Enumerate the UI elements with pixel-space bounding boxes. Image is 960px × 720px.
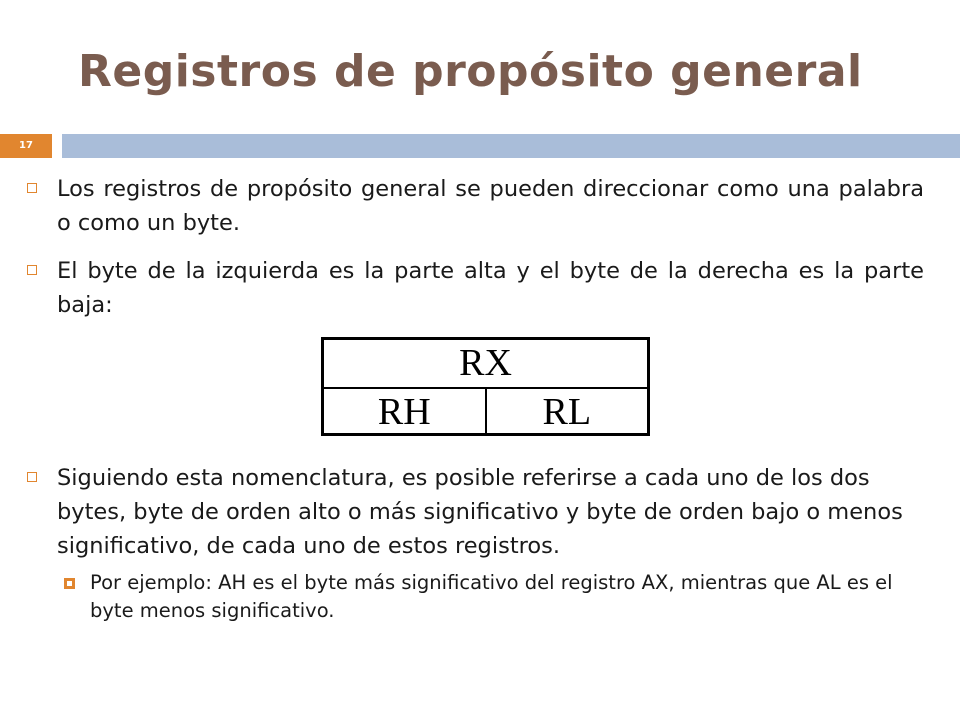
bullet-item: [24, 254, 924, 322]
filled-square-bullet-icon: [64, 578, 75, 589]
square-bullet-icon: [27, 472, 37, 482]
square-bullet-icon: [27, 183, 37, 193]
square-bullet-icon: [27, 265, 37, 275]
header-bar: [62, 134, 960, 158]
register-full-label: RX: [324, 340, 647, 389]
slide-number: 17: [0, 134, 52, 158]
slide-content-lower: [24, 461, 914, 625]
register-bytes-row: [324, 389, 647, 434]
register-high-byte-label: RH: [324, 389, 487, 434]
bullet-item: [24, 172, 924, 240]
bullet-item: [24, 461, 914, 563]
register-low-byte-label: RL: [542, 391, 592, 433]
slide-content: [24, 172, 924, 322]
slide-title: Registros de propósito general: [78, 46, 863, 97]
bullet-text: El byte de la izquierda es la parte alta y el byte de la derecha es la parte baja:: [57, 258, 924, 318]
bullet-text: Siguiendo esta nomenclatura, es posible referirse a cada uno de los dos bytes, byte de orden alto o más significativo y byte de orden bajo o menos significativo, de cada uno de estos registros.: [57, 465, 903, 559]
bullet-text: Los registros de propósito general se pueden direccionar como una palabra o como un byte.: [57, 176, 924, 236]
register-diagram: [321, 337, 650, 436]
sub-bullet-item: [64, 569, 914, 625]
sub-bullet-text: Por ejemplo: AH es el byte más significativo del registro AX, mientras que AL es el byte menos significativo.: [90, 571, 893, 622]
